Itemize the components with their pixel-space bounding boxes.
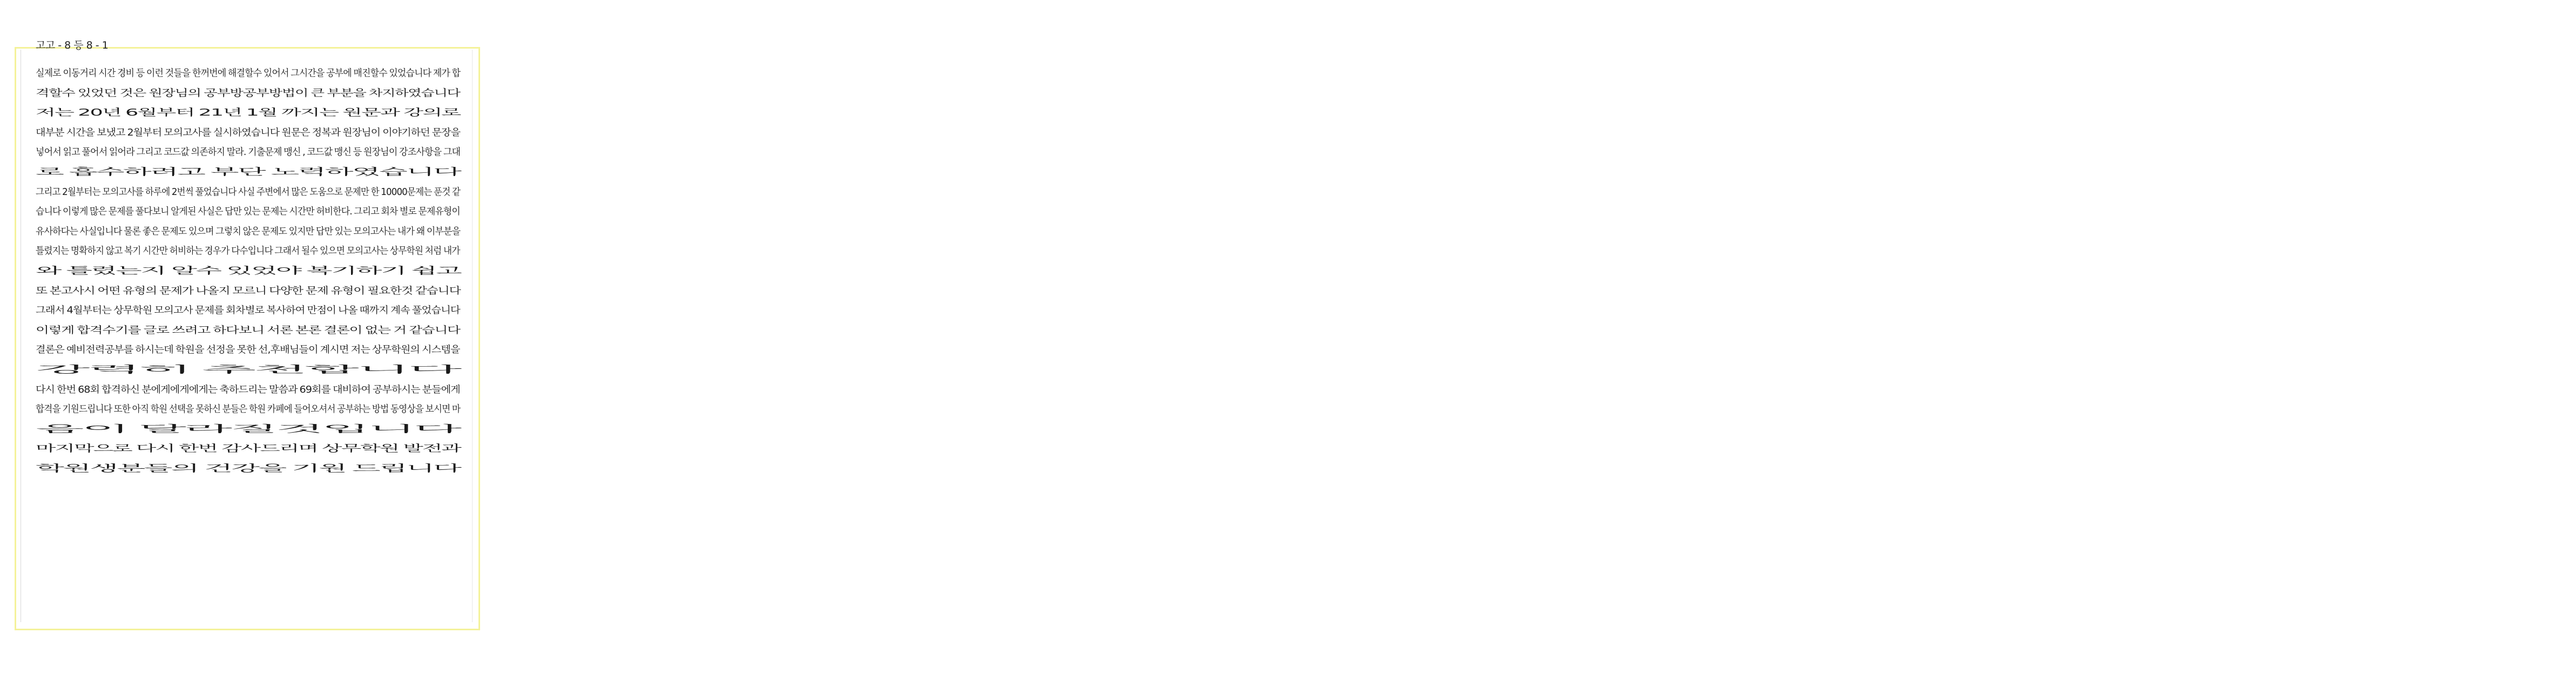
text-line: 넣어서 읽고 풀어서 읽어라 그리고 코드값 의존하지 말라. 기출문제 맹신 , 코드값 맹신 등 원장님이 강조사항을 그대 xyxy=(36,147,461,158)
text-line: 유사하다는 사실입니다 물론 좋은 문제도 있으며 그렇치 않은 문제도 있지만 답만 있는 모의고사는 내가 왜 이부분을 xyxy=(36,226,461,237)
text-line: 마지막으로 다시 한번 감사드리며 상무학원 발전과 xyxy=(36,443,461,455)
cut-off-top-line xyxy=(36,39,109,51)
text-line: 습니다 이렇게 많은 문제를 풀다보니 알게된 사실은 답만 있는 문제는 시간만 허비한다. 그리고 회차 별로 문제유형이 xyxy=(36,206,460,218)
cut-off-top-line-text: 고고 - 8 등 8 - 1 xyxy=(36,39,109,51)
text-line: 격할수 있었던 것은 원장님의 공부방공부방법이 큰 부분을 차지하였습니다 xyxy=(36,87,460,99)
text-line: 실제로 이동거리 시간 경비 등 이런 것들을 한꺼번에 해결할수 있어서 그시간을 공부에 매진할수 있었습니다 제가 합 xyxy=(36,68,461,79)
text-line: 학원생분들의 건강을 기원 드립니다 xyxy=(36,463,461,474)
text-line: 그리고 2월부터는 모의고사를 하루에 2번씩 풀었습니다 사실 주변에서 많은 도움으로 문제만 한 10000문제는 푼것 같 xyxy=(36,186,461,198)
text-line: 이렇게 합격수기를 글로 쓰려고 하다보니 서론 본론 결론이 없는 거 같습니다 xyxy=(36,325,460,336)
text-line: 대부분 시간을 보냈고 2월부터 모의고사를 실시하였습니다 원문은 정복과 원장님이 이야기하던 문장을 xyxy=(36,127,461,138)
text-line: 와 틀렸는지 알수 있었야 복기하기 쉽고 xyxy=(36,265,461,277)
text-line: 음이 달라질것입니다 xyxy=(36,423,460,435)
text-line: 또 본고사시 어떤 유형의 문제가 나올지 모르니 다양한 문제 유형이 필요한것 같습니다 xyxy=(36,285,461,297)
text-line: 그래서 4월부터는 상무학원 모의고사 문제를 회차별로 복사하여 만점이 나올 때까지 계속 풀었습니다 xyxy=(36,305,460,316)
text-line: 저는 20년 6월부터 21년 1월 까지는 원문과 강의로 xyxy=(36,107,461,119)
text-line: 합격을 기원드립니다 또한 아직 학원 선택을 못하신 분들은 학원 카페에 들어오셔서 공부하는 방법 동영상을 보시면 마 xyxy=(36,404,461,415)
document-body xyxy=(36,64,462,479)
text-line: 다시 한번 68회 합격하신 분에게에게에게는 축하드리는 말씀과 69회를 대비하여 공부하시는 분들에게 xyxy=(36,384,460,395)
text-line: 로 흡수하려고 부단 노력하였습니다 xyxy=(36,166,461,178)
text-line: 틀렸지는 명확하지 않고 복기 시간만 허비하는 경우가 다수입니다 그래서 될수 있으면 모의고사는 상무학원 처럼 내가 xyxy=(36,246,460,257)
text-line: 강력히 추천합니다 xyxy=(36,364,460,375)
text-line: 결론은 예비전력공부를 하시는데 학원을 선정을 못한 선,후배님들이 계시면 저는 상무학원의 시스템을 xyxy=(36,345,460,356)
